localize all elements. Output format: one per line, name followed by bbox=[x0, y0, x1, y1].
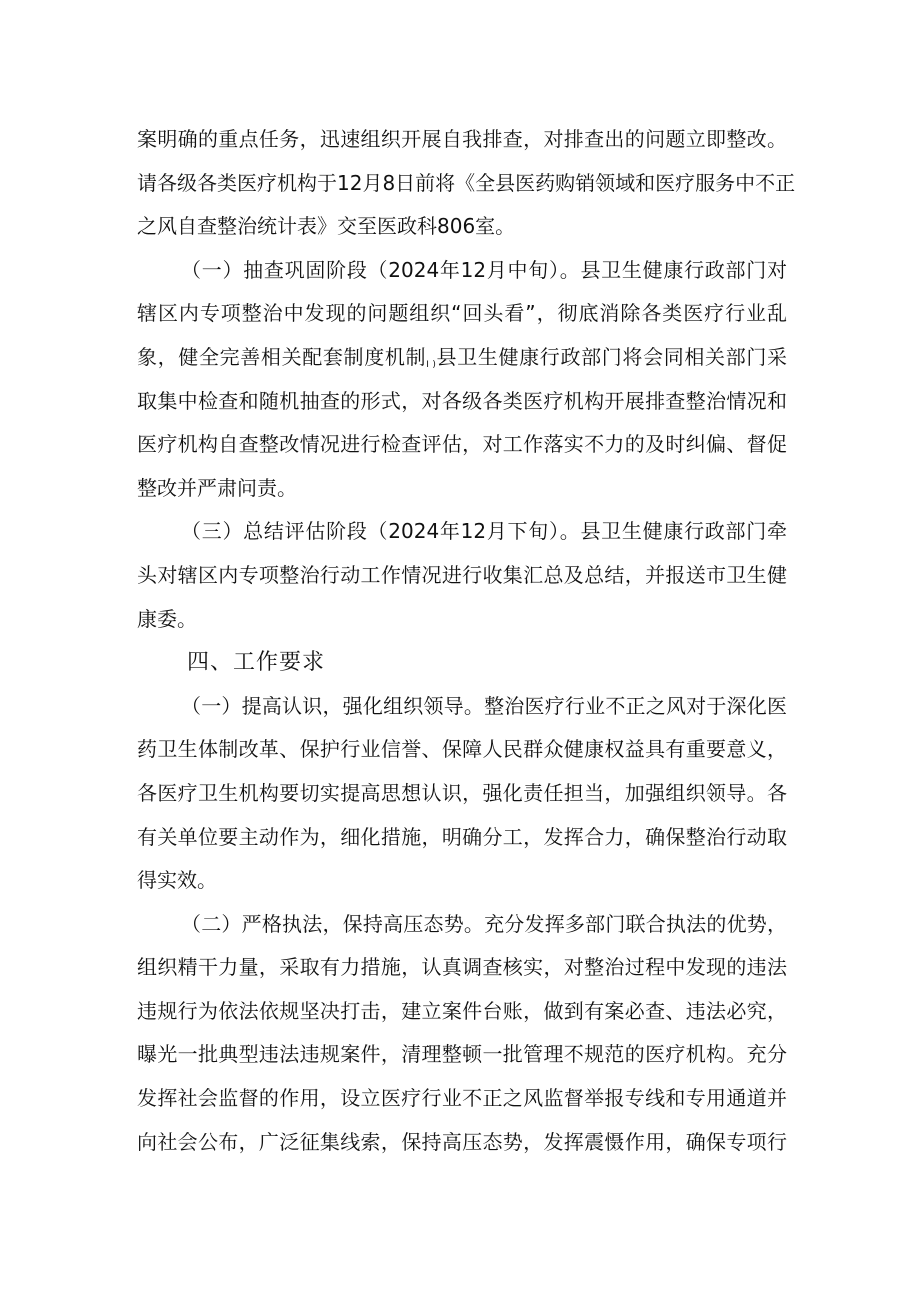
ocr-artifact-mark: I ) bbox=[426, 359, 436, 370]
document-body bbox=[137, 118, 796, 1164]
text-line: （一）抽查巩固阶段（2024年12月中旬）。县卫生健康行政部门对 bbox=[181, 257, 787, 282]
text-line: 案明确的重点任务，迅速组织开展自我排查，对排查出的问题立即整改。 bbox=[137, 127, 787, 151]
text-line: （一）提高认识，强化组织领导。整治医疗行业不正之风对于深化医 bbox=[181, 693, 787, 718]
text-line: 向社会公布，广泛征集线索，保持高压态势，发挥震慑作用，确保专项行 bbox=[137, 1129, 787, 1154]
text-line: 请各级各类医疗机构于12月8日前将《全县医药购销领域和医疗服务中不正 bbox=[137, 170, 796, 195]
text-line: 医疗机构自查整改情况进行检查评估，对工作落实不力的及时纠偏、督促 bbox=[137, 432, 787, 457]
text-line: 违规行为依法依规坚决打击，建立案件台账，做到有案必查、违法必究， bbox=[137, 998, 787, 1023]
text-line: 曝光一批典型违法违规案件，清理整顿一批管理不规范的医疗机构。充分 bbox=[137, 1042, 787, 1067]
text-line: 发挥社会监督的作用，设立医疗行业不正之风监督举报专线和专用通道并 bbox=[137, 1086, 787, 1111]
text-segment: 县卫生健康行政部门将会同相关部门采 bbox=[435, 344, 788, 369]
text-line: 各医疗卫生机构要切实提高思想认识，强化责任担当，加强组织领导。各 bbox=[137, 780, 787, 805]
text-line: 头对辖区内专项整治行动工作情况进行收集汇总及总结，并报送市卫生健 bbox=[137, 562, 787, 587]
text-line: 取集中检查和随机抽查的形式，对各级各类医疗机构开展排查整治情况和 bbox=[137, 388, 787, 413]
text-line: 组织精干力量，采取有力措施，认真调查核实，对整治过程中发现的违法 bbox=[137, 955, 787, 980]
text-line: 之风自查整治统计表》交至医政科806室。 bbox=[137, 214, 516, 239]
text-line: 整改并严肃问责。 bbox=[137, 475, 297, 500]
text-line: （三）总结评估阶段（2024年12月下旬）。县卫生健康行政部门牵 bbox=[181, 519, 787, 544]
text-line-with-mark bbox=[137, 336, 787, 380]
text-line: （二）严格执法，保持高压态势。充分发挥多部门联合执法的优势， bbox=[181, 911, 787, 936]
text-line: 辖区内专项整治中发现的问题组织“回头看”，彻底消除各类医疗行业乱 bbox=[137, 301, 787, 326]
section-heading: 四、工作要求 bbox=[187, 650, 326, 676]
text-line: 得实效。 bbox=[137, 868, 217, 893]
text-line: 药卫生体制改革、保护行业信誉、保障人民群众健康权益具有重要意义， bbox=[137, 737, 787, 762]
text-line: 有关单位要主动作为，细化措施，明确分工，发挥合力，确保整治行动取 bbox=[137, 824, 787, 849]
text-line: 康委。 bbox=[137, 606, 197, 631]
text-segment: 象，健全完善相关配套制度机制 bbox=[137, 344, 427, 369]
